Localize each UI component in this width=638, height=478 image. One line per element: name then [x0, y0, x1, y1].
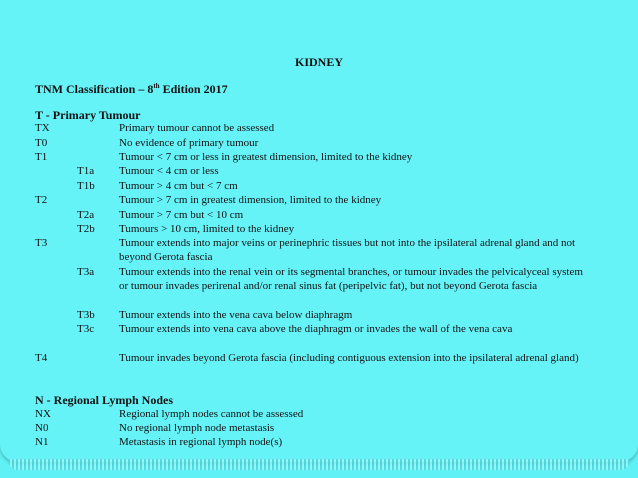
row-description: Metastasis in regional lymph node(s) [119, 436, 283, 448]
decorative-stripe [8, 459, 630, 470]
row-description: Tumour extends into vena cava above the diaphragm or invades the wall of the vena cava [119, 323, 513, 335]
row-subcode: T2b [77, 223, 95, 235]
classification-title-year: Edition 2017 [159, 82, 228, 96]
row-description: Tumour invades beyond Gerota fascia (including contiguous extension into the ipsilateral adrenal gland) [119, 352, 579, 364]
row-description: Tumour > 7 cm in greatest dimension, limited to the kidney [119, 194, 382, 206]
row-code: T0 [35, 137, 48, 149]
row-description: No regional lymph node metastasis [119, 422, 275, 434]
row-description: Regional lymph nodes cannot be assessed [119, 408, 304, 420]
classification-title [35, 82, 228, 97]
row-description: Tumour > 4 cm but < 7 cm [119, 180, 238, 192]
row-description: Tumours > 10 cm, limited to the kidney [119, 223, 295, 235]
row-description: Tumour < 4 cm or less [119, 165, 219, 177]
n-section-heading: N - Regional Lymph Nodes [35, 393, 174, 407]
classification-title-text: TNM Classification – 8 [35, 82, 154, 96]
row-description: Tumour extends into major veins or perinephric tissues but not into the ipsilateral adrenal gland and not beyond Gerota fascia [119, 237, 576, 264]
row-code: T2 [35, 194, 48, 206]
row-subcode: T3b [77, 309, 95, 321]
row-subcode: T3a [77, 266, 95, 278]
row-description: Tumour > 7 cm but < 10 cm [119, 209, 244, 221]
row-description: Tumour extends into the renal vein or its segmental branches, or tumour invades the pelvicalyceal system or tumour invades perirenal and/or renal sinus fat (peripelvic fat), but not beyond Gerota fascia [119, 266, 583, 293]
row-code: T3 [35, 237, 48, 249]
row-code: N0 [35, 422, 49, 434]
row-subcode: T1b [77, 180, 95, 192]
row-code: N1 [35, 436, 49, 448]
row-code: NX [35, 408, 51, 420]
t-section-heading: T - Primary Tumour [35, 108, 141, 122]
row-description: No evidence of primary tumour [119, 137, 259, 149]
row-code: T1 [35, 151, 48, 163]
row-code: TX [35, 122, 50, 134]
row-description: Tumour extends into the vena cava below diaphragm [119, 309, 353, 321]
classification-title-superscript: th [153, 82, 160, 90]
row-subcode: T3c [77, 323, 95, 335]
row-description: Tumour < 7 cm or less in greatest dimension, limited to the kidney [119, 151, 413, 163]
row-subcode: T1a [77, 165, 95, 177]
row-subcode: T2a [77, 209, 95, 221]
document-title: KIDNEY [294, 55, 343, 69]
row-description: Primary tumour cannot be assessed [119, 122, 275, 134]
row-code: T4 [35, 352, 48, 364]
